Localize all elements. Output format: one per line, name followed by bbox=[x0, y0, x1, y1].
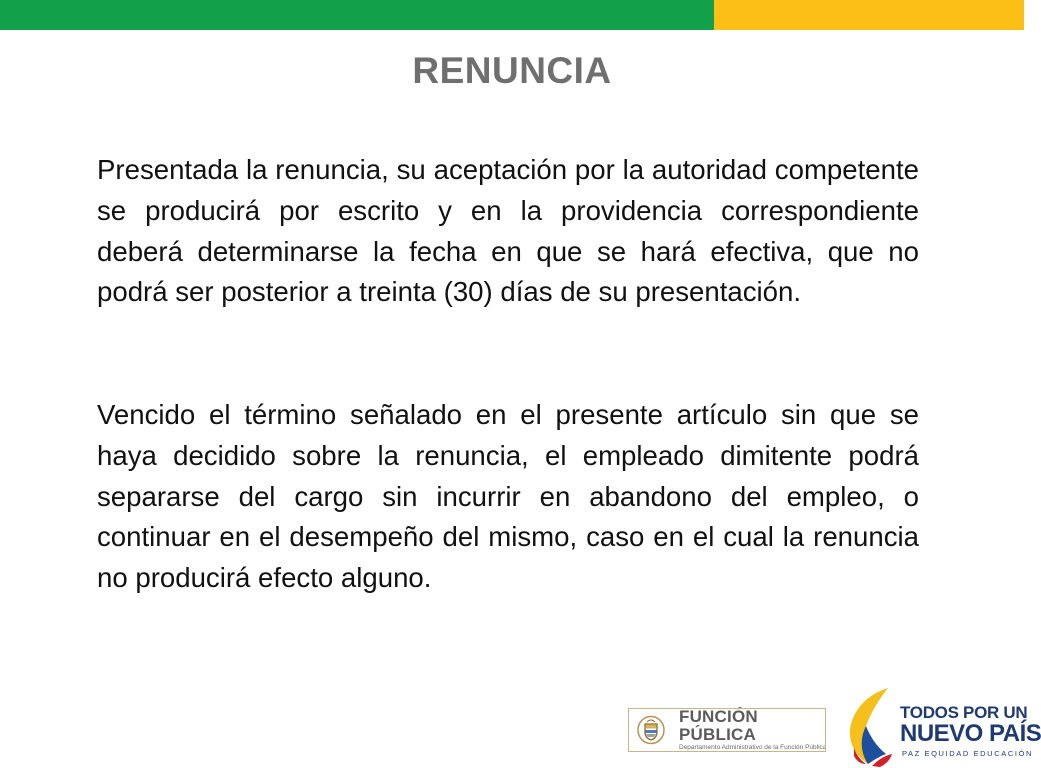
funcion-publica-name: FUNCIÓN PÚBLICA bbox=[679, 707, 758, 744]
slogan-line-2: NUEVO PAÍS bbox=[900, 720, 1041, 747]
green-bar-segment bbox=[0, 0, 714, 30]
funcion-publica-subtitle: Departamento Administrativo de la Función Pública bbox=[679, 744, 827, 751]
funcion-publica-logo bbox=[628, 708, 826, 752]
slide-title: RENUNCIA bbox=[412, 50, 612, 91]
colombia-flag-swoosh-icon bbox=[846, 684, 898, 768]
top-color-bar bbox=[0, 0, 1024, 30]
logo-texts bbox=[679, 708, 826, 752]
paragraph-expiration: Vencido el término señalado en el presente artículo sin que se haya decidido sobre la renuncia, el empleado dimitente podrá separarse del cargo sin incurrir en abandono del empleo, o continuar en el desempeño del mismo, caso en el cual la renuncia no producirá efecto alguno. bbox=[97, 399, 919, 594]
yellow-bar-segment bbox=[714, 0, 1024, 30]
slogan-line-3: PAZ EQUIDAD EDUCACIÓN bbox=[902, 749, 1033, 758]
slogan-line-1: TODOS POR UN bbox=[900, 703, 1028, 722]
paragraph-acceptance: Presentada la renuncia, su aceptación por la autoridad competente se producirá por escrito y en la providencia correspondiente deberá determinarse la fecha en que se hará efectiva, que no podrá ser posterior a treinta (30) días de su presentación. bbox=[97, 154, 919, 308]
coat-of-arms-icon bbox=[636, 715, 666, 745]
todos-por-un-nuevo-pais-logo bbox=[846, 684, 1041, 768]
